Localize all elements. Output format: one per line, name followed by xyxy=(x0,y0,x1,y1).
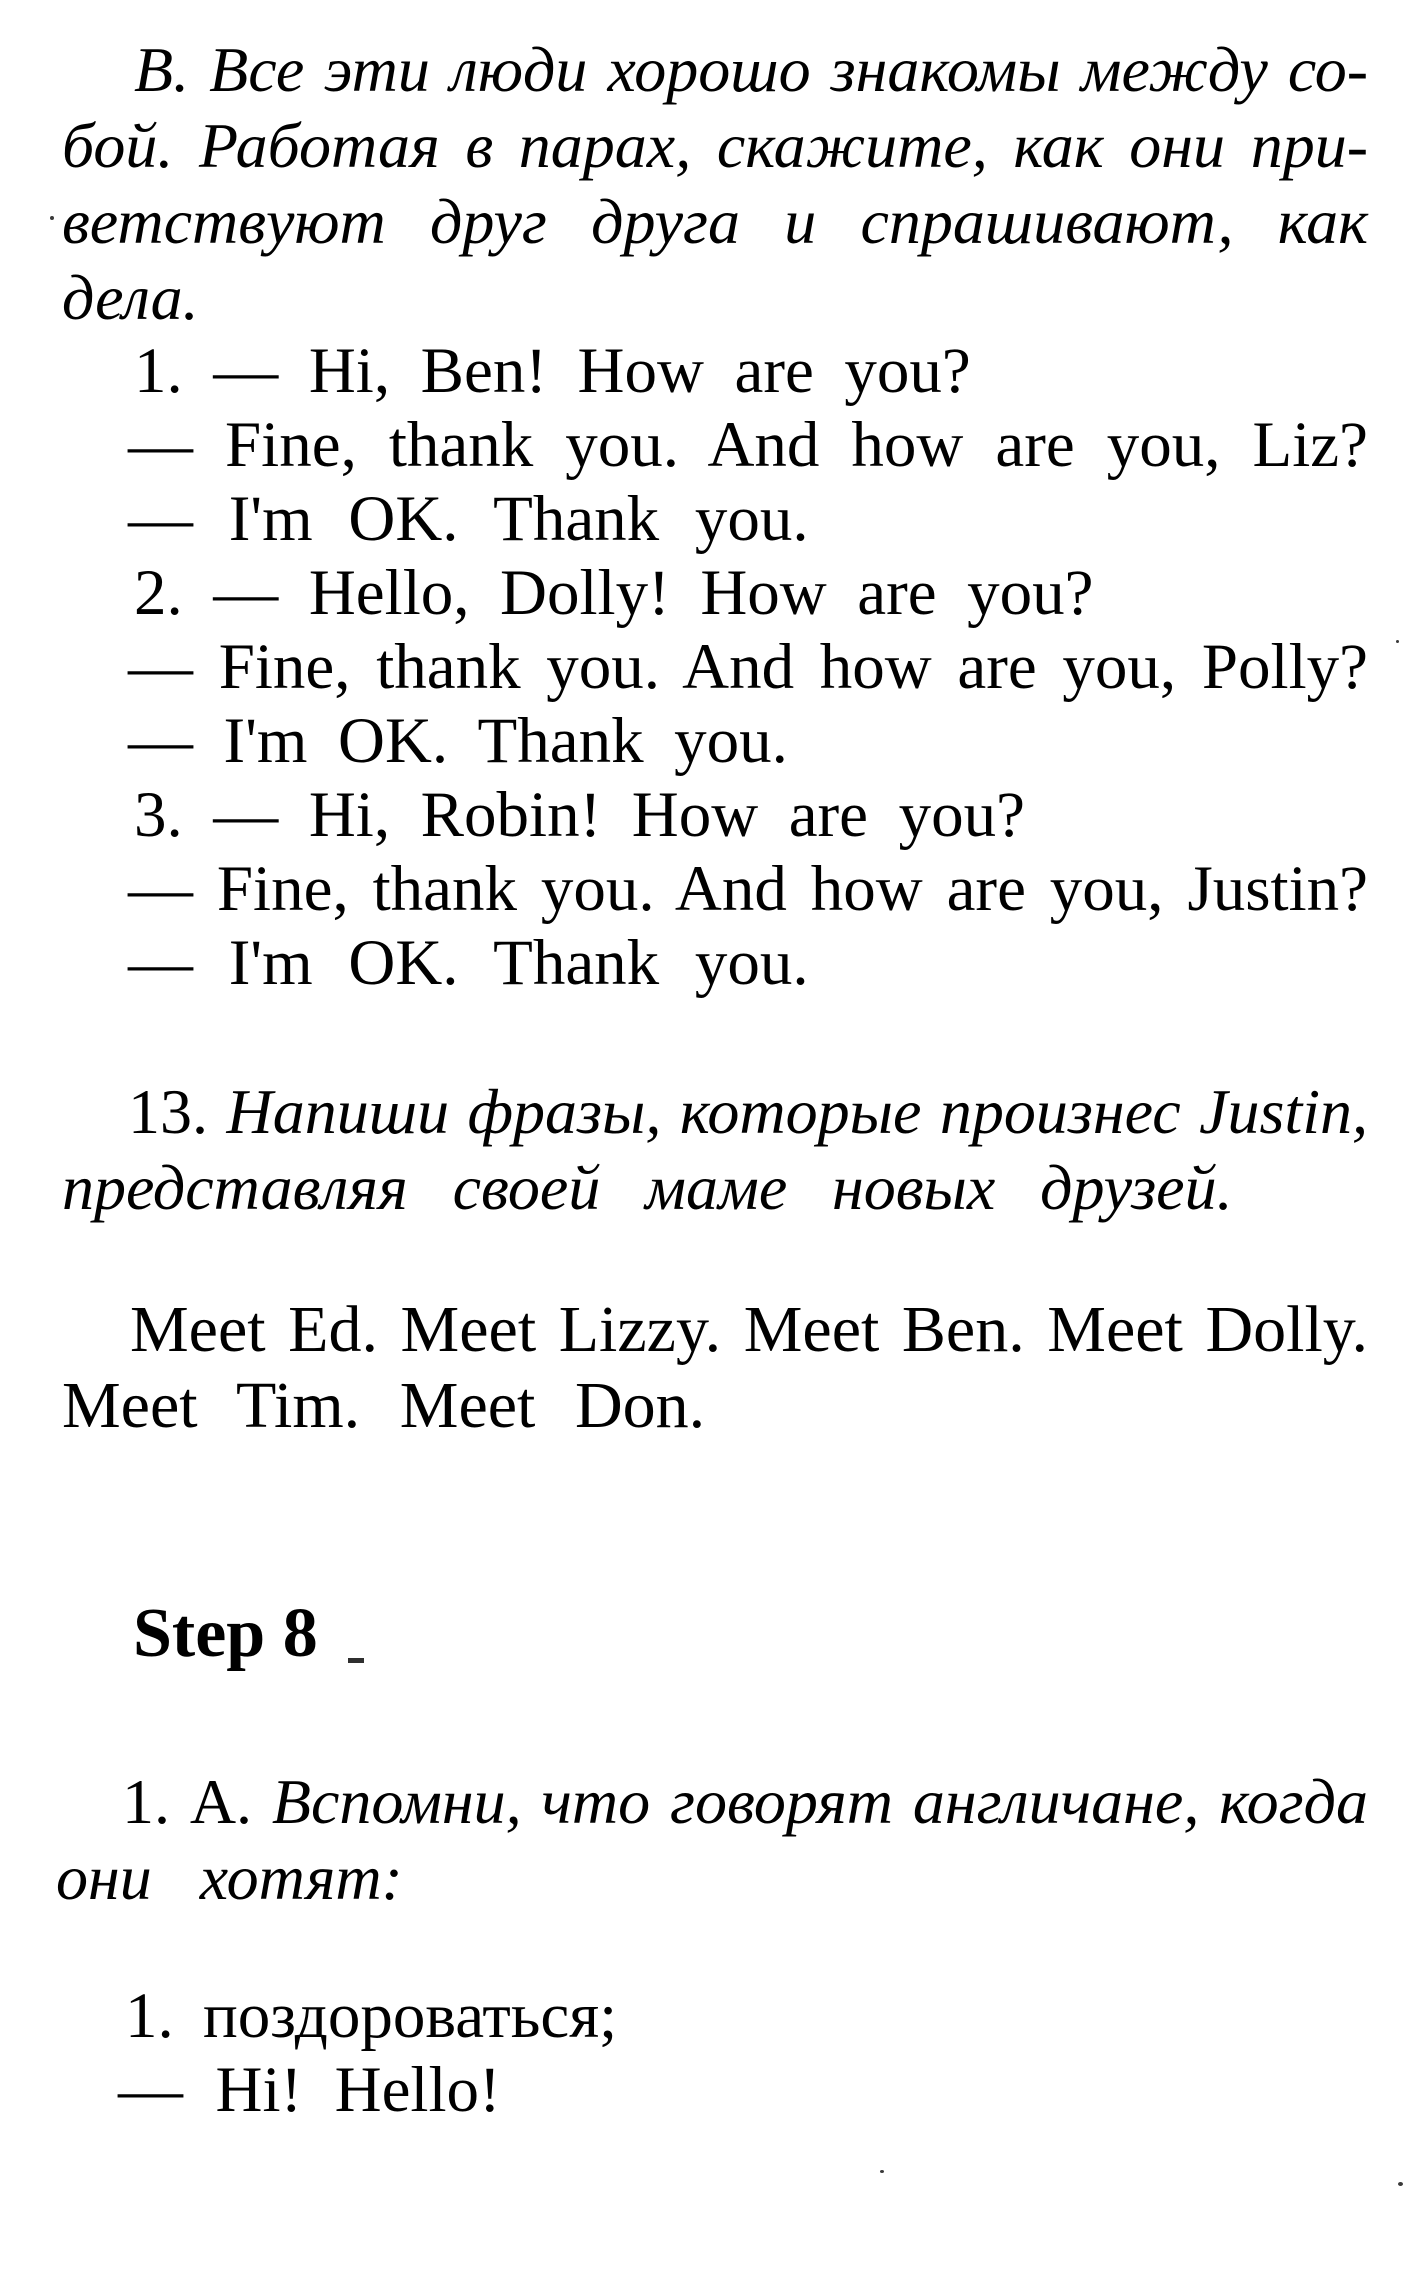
exercise-13-text: Напиши фразы, которые произнес Justin, xyxy=(226,1076,1369,1147)
dialogue-3-question: 3. — Hi, Robin! How are you? xyxy=(134,779,1025,851)
scan-speck xyxy=(50,216,54,220)
exercise-13-line-2: представляя своей маме новых друзей. xyxy=(62,1152,1233,1223)
scan-speck xyxy=(880,2170,884,2173)
exercise-13-line-1 xyxy=(62,1074,1368,1150)
exercise-1a-instruction xyxy=(56,1764,1368,1916)
instruction-line-3: ветствуют друг друга и спрашивают, как дела. xyxy=(62,186,1368,333)
step-8-title: Step 8 xyxy=(133,1595,318,1672)
dialogue-2-reply: — I'm OK. Thank you. xyxy=(128,705,788,777)
exercise-1a-number: 1. А. xyxy=(122,1766,253,1837)
instruction-line-2: бой. Работая в парах, скажите, как они при- xyxy=(62,110,1368,181)
meet-line-1: Meet Ed. Meet Lizzy. Meet Ben. Meet Dolly. xyxy=(130,1293,1368,1366)
dialogue-2-answer: — Fine, thank you. And how are you, Polly? xyxy=(128,631,1368,703)
exercise-1a-text: Вспомни, что говорят англичане, когда xyxy=(271,1766,1369,1837)
exercise-1a-line-1 xyxy=(56,1764,1368,1840)
dialogue-1-question: 1. — Hi, Ben! How are you? xyxy=(134,335,971,407)
dialogue-1-answer: — Fine, thank you. And how are you, Liz? xyxy=(128,409,1368,481)
exercise-13-number: 13. xyxy=(128,1076,208,1147)
dialogue-2-question: 2. — Hello, Dolly! How are you? xyxy=(134,557,1094,629)
scan-artifact-dash xyxy=(348,1658,364,1663)
instruction-line-1: В. Все эти люди хорошо знакомы между со- xyxy=(134,34,1368,105)
dialogue-list xyxy=(128,334,1368,1000)
meet-sentences xyxy=(62,1292,1368,1444)
dialogue-3-answer: — Fine, thank you. And how are you, Justin? xyxy=(128,853,1368,925)
dialogue-1-reply: — I'm OK. Thank you. xyxy=(128,483,809,555)
exercise-1a-line-2: они хотят: xyxy=(56,1842,403,1913)
greeting-item-2: — Hi! Hello! xyxy=(118,2054,501,2126)
greeting-item-1: 1. поздороваться; xyxy=(125,1980,618,2052)
step-8-heading xyxy=(133,1594,318,1674)
scan-speck xyxy=(1398,2182,1403,2186)
meet-line-2: Meet Tim. Meet Don. xyxy=(62,1369,706,1442)
exercise-13-instruction xyxy=(62,1074,1368,1226)
dialogue-3-reply: — I'm OK. Thank you. xyxy=(128,927,809,999)
greeting-list xyxy=(118,1979,617,2127)
exercise-b-instruction xyxy=(62,32,1368,336)
scan-speck xyxy=(1396,640,1399,643)
